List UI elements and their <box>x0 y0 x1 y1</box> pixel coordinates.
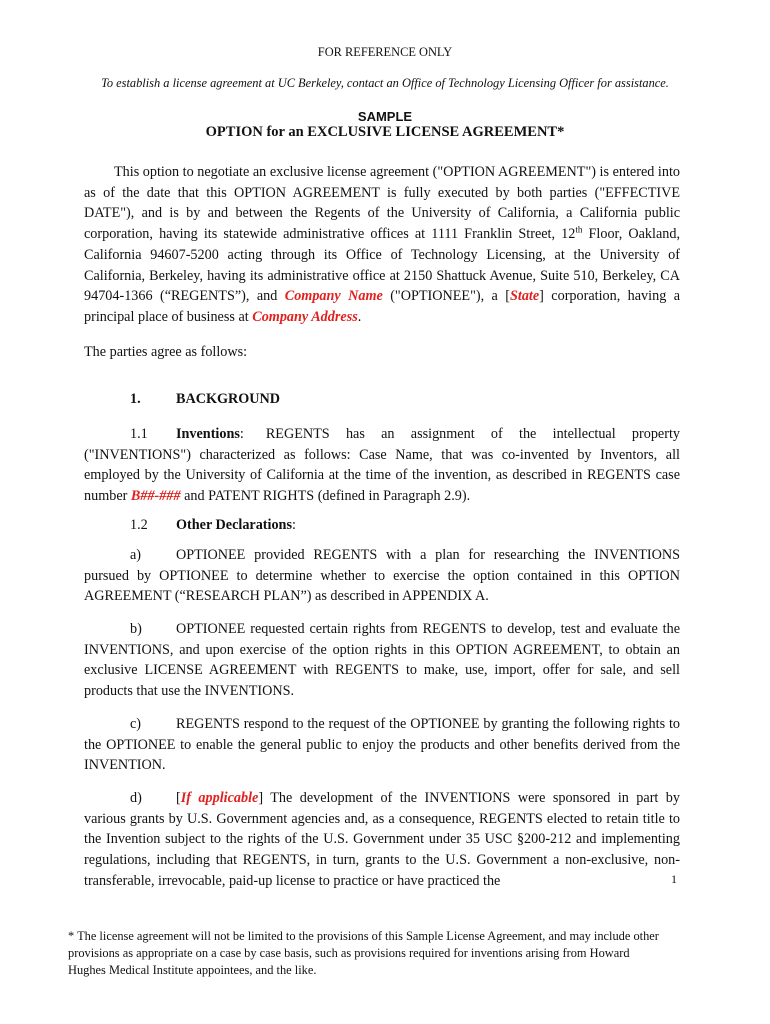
intro-text-3: ("OPTIONEE"), a [ <box>382 288 510 305</box>
item-label: c) <box>130 716 142 732</box>
footnote: * The license agreement will not be limited to the provisions of this Sample License Agreement, and may include other provisions as appropriate on a case by case basis, such as provisions required for inventions arising from Howard Hughes Medical Institute appointees, and the like. <box>68 929 659 977</box>
item-a <box>84 545 680 607</box>
intro-paragraph <box>84 162 680 328</box>
sample-label: SAMPLE <box>357 109 413 124</box>
item-label: d) <box>130 790 142 806</box>
item-text: REGENTS respond to the request of the OPTIONEE by granting the following rights to the OPTIONEE to enable the general public to enjoy the products and other benefits derived from the INVENTION. <box>84 716 680 774</box>
page-number: 1 <box>671 872 677 886</box>
intro-text-2: Floor, Oakland, California 94607-5200 acting through its Office of Technology Licensing, at the University of California, Berkeley, having its administrative office at 2150 Shattuck Avenue, Suite 510, Berkeley, CA 94704-1366 (“REGENTS”), and <box>84 226 680 305</box>
state-placeholder: State <box>510 288 540 305</box>
paragraph-text-2: and PATENT RIGHTS (defined in Paragraph 2.9). <box>180 488 471 505</box>
section-number: 1. <box>130 391 141 407</box>
agree-line: The parties agree as follows: <box>84 344 248 360</box>
item-text: OPTIONEE requested certain rights from REGENTS to develop, test and evaluate the INVENTIONS, and upon exercise of the option rights in this OPTION AGREEMENT, to obtain an exclusive LICENSE AGREEMENT with REGENTS to make, use, import, offer for sale, and sell products that use the INVENTIONS. <box>84 621 680 700</box>
ordinal-suffix: th <box>575 224 583 235</box>
paragraph-number: 1.1 <box>130 426 148 442</box>
item-c <box>84 714 680 776</box>
item-b <box>84 619 680 702</box>
item-label: b) <box>130 621 142 637</box>
intro-text-5: . <box>357 308 362 325</box>
item-text: OPTIONEE provided REGENTS with a plan for researching the INVENTIONS pursued by OPTIONEE to determine whether to exercise the option contained in this OPTION AGREEMENT (“RESEARCH PLAN”) as described in APPENDIX A. <box>84 547 680 605</box>
intro-text-4: ] corporation, having a principal place of business at <box>84 288 680 325</box>
case-number-placeholder: B##-### <box>130 488 181 505</box>
company-address-placeholder: Company Address <box>252 308 358 325</box>
item-d: d) [If applicable] The development of the INVENTIONS were sponsored in part by various grants by U.S. Government agencies and, as a consequence, REGENTS elected to retain title to the Invention subject to the rights of the U.S. Government under 35 USC §200-212 and implementing regulations, including that REGENTS, in turn, grants to the U.S. Government a non-exclusive, non-transferable, irrevocable, paid-up license to practice or have practiced the <box>84 790 680 889</box>
item-label: a) <box>130 547 142 563</box>
paragraph-1-1: 1.1 Inventions: REGENTS has an assignment of the intellectual property ("INVENTIONS") characterized as follows: Case Name, that was co-invented by Inventors, all employed by the University of California at the time of the invention, as described in REGENTS case number B##-### and PATENT RIGHTS (defined in Paragraph 2.9). <box>84 426 680 505</box>
instruction-note: To establish a license agreement at UC Berkeley, contact an Office of Technology Licensing Officer for assistance. <box>101 76 669 90</box>
intro-text-1: This option to negotiate an exclusive license agreement ("OPTION AGREEMENT") is entered into as of the date that this OPTION AGREEMENT is fully executed by both parties ("EFFECTIVE DATE"), and is by and between the Regents of the University of California, a California public corporation, having its statewide administrative offices at 1111 Franklin Street, 12 <box>84 164 680 243</box>
item-text: The development of the INVENTIONS were sponsored in part by various grants by U.S. Government agencies and, as a consequence, REGENTS elected to retain title to the Invention subject to the rights of the U.S. Government under 35 USC §200-212 and implementing regulations, including that REGENTS, in turn, grants to the U.S. Government a non-exclusive, non-transferable, irrevocable, paid-up license to practice or have practiced the <box>84 790 680 889</box>
paragraph-1-2: 1.2 Other Declarations: <box>84 515 680 536</box>
paragraph-number: 1.2 <box>130 517 148 533</box>
paragraph-text-1: REGENTS has an assignment of the intellectual property ("INVENTIONS") characterized as follows: Case Name, that was co-invented by Inventors, all employed by the University of California at the time of the invention, as described in REGENTS case number <box>84 426 680 505</box>
section-title: BACKGROUND <box>176 391 281 407</box>
if-applicable-flag: If applicable <box>180 790 259 806</box>
section-1-heading <box>84 389 680 410</box>
paragraph-heading: Other Declarations <box>176 517 292 533</box>
reference-note: FOR REFERENCE ONLY <box>317 45 453 59</box>
paragraph-heading: Inventions <box>176 426 240 442</box>
document-title: OPTION for an EXCLUSIVE LICENSE AGREEMENT* <box>205 124 565 140</box>
company-name-placeholder: Company Name <box>284 288 383 305</box>
